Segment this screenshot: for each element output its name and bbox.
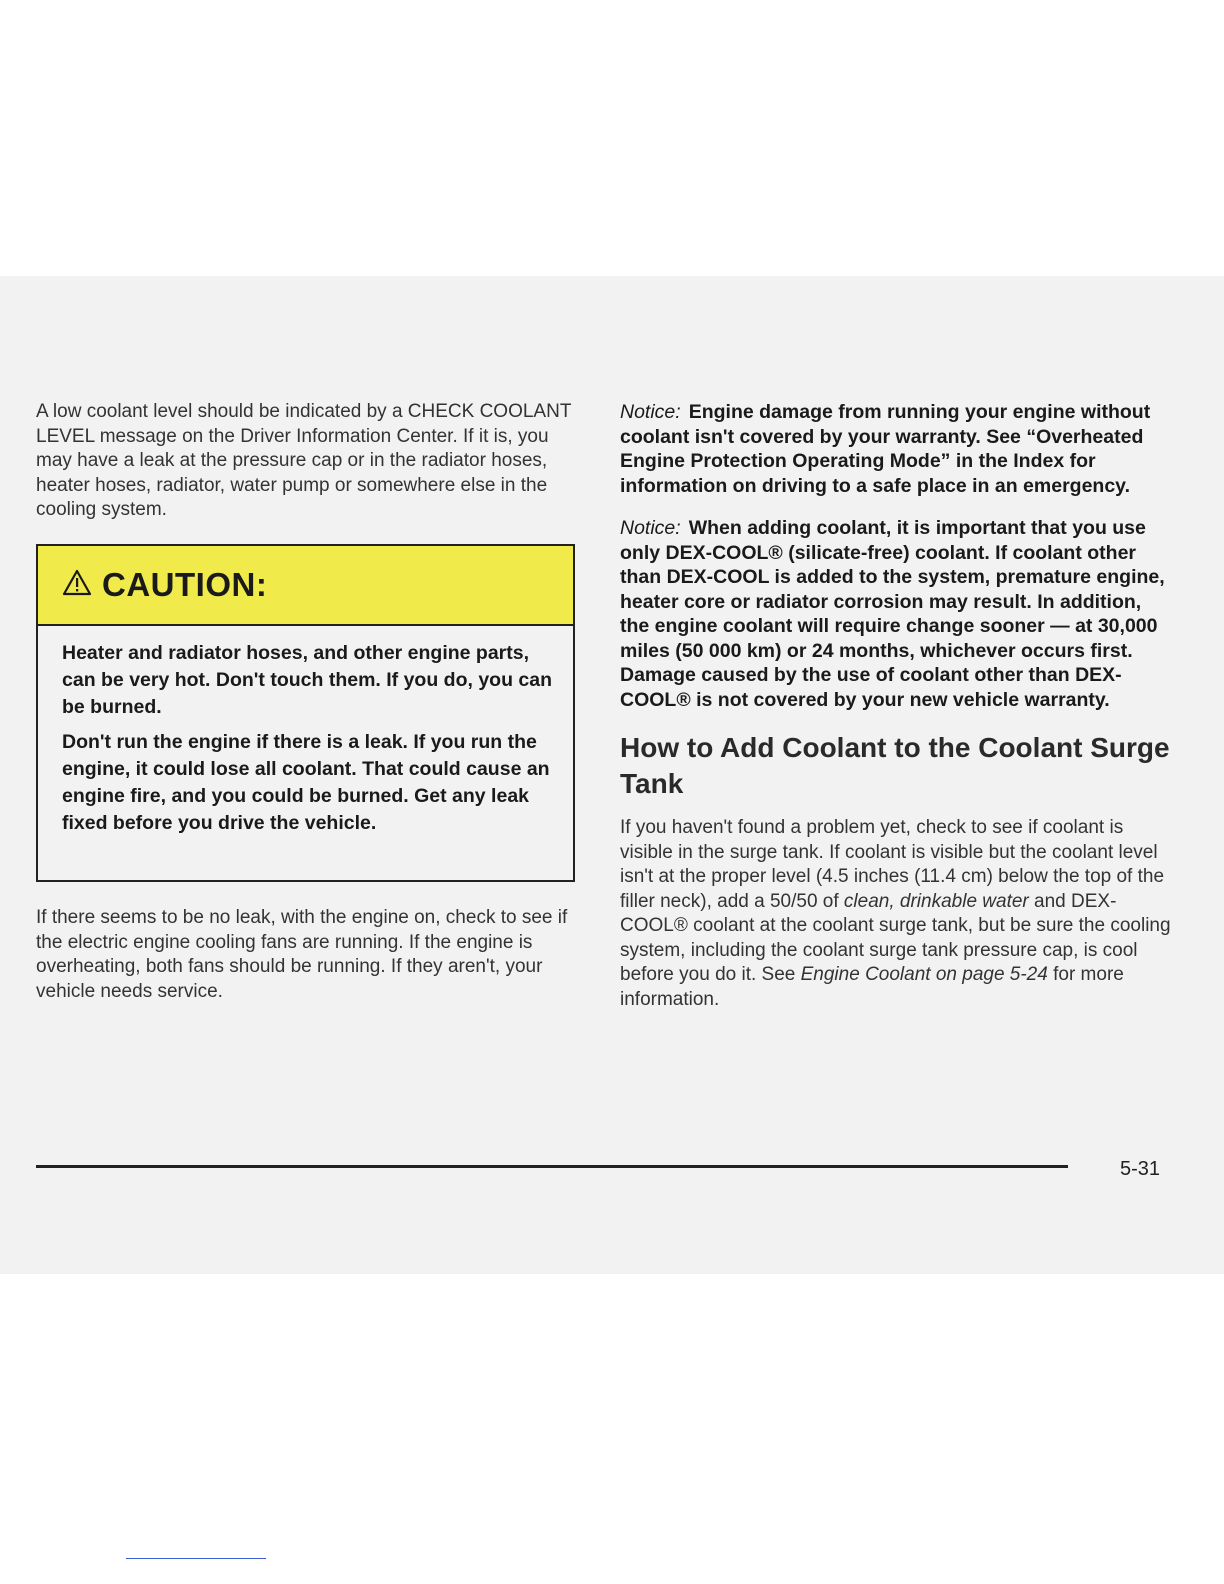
- notice-label: Notice:: [620, 517, 681, 539]
- link-underline[interactable]: [126, 1558, 266, 1559]
- right-column: [620, 400, 1172, 1012]
- para-text: and DEX-COOL® coolant at the coolant surge tank, but be sure the cooling system, including the coolant surge tank pressure cap, is cool before you do it. See: [620, 890, 1171, 985]
- caution-paragraph: Don't run the engine if there is a leak. If you run the engine, it could lose all coolant. That could cause an engine fire, and you could be burned. Get any leak fixed before you drive the vehicle.: [62, 731, 550, 834]
- cross-reference-link[interactable]: Engine Coolant on page 5-24: [800, 964, 1048, 985]
- caution-header: [38, 546, 573, 626]
- para-emphasis: clean, drinkable water: [843, 890, 1029, 912]
- notice-text: When adding coolant, it is important that you use only DEX-COOL® (silicate-free) coolant. If coolant other than DEX-COOL is added to the system, premature engine, heater core or radiator corrosion may result. In addition, the engine coolant will require change sooner — at 30,000 miles (50 000 km) or 24 months, whichever occurs first. Damage caused by the use of coolant other than DEX-COOL® is not covered by your new vehicle warranty.: [620, 517, 1165, 711]
- caution-box: [36, 544, 575, 882]
- notice-warranty: [620, 400, 1172, 498]
- add-coolant-paragraph: [620, 816, 1172, 1012]
- warning-triangle-icon: [62, 569, 92, 601]
- notice-text: Engine damage from running your engine without coolant isn't covered by your warranty. See “Overheated Engine Protection Operating Mode” in the Index for information on driving to a safe place in an emergency.: [620, 401, 1151, 497]
- notice-dexcool: [620, 516, 1172, 712]
- caution-paragraph: Heater and radiator hoses, and other engine parts, can be very hot. Don't touch them. If you do, you can be burned.: [62, 642, 553, 718]
- para-text: for more information.: [620, 964, 1124, 1010]
- intro-paragraph: A low coolant level should be indicated by a CHECK COOLANT LEVEL message on the Driver Information Center. If it is, you may have a leak at the pressure cap or in the radiator hoses, heater hoses, radiator, water pump or somewhere else in the cooling system.: [36, 401, 572, 520]
- caution-title: CAUTION:: [102, 566, 268, 603]
- page-number: 5-31: [1120, 1158, 1161, 1180]
- caution-body: [38, 626, 573, 837]
- left-column-lower: [36, 906, 576, 1004]
- left-column: [36, 400, 576, 523]
- section-heading: How to Add Coolant to the Coolant Surge Tank: [620, 732, 1170, 799]
- notice-label: Notice:: [620, 401, 681, 423]
- fan-check-paragraph: If there seems to be no leak, with the engine on, check to see if the electric engine cooling fans are running. If the engine is overheating, both fans should be running. If they aren't, your vehicle needs service.: [36, 907, 568, 1002]
- para-text: If you haven't found a problem yet, check to see if coolant is visible in the surge tank. If coolant is visible but the coolant level isn't at the proper level (4.5 inches (11.4 cm) below the top of the filler neck), add a 50/50 of: [620, 817, 1165, 912]
- footer-rule: [36, 1165, 1068, 1168]
